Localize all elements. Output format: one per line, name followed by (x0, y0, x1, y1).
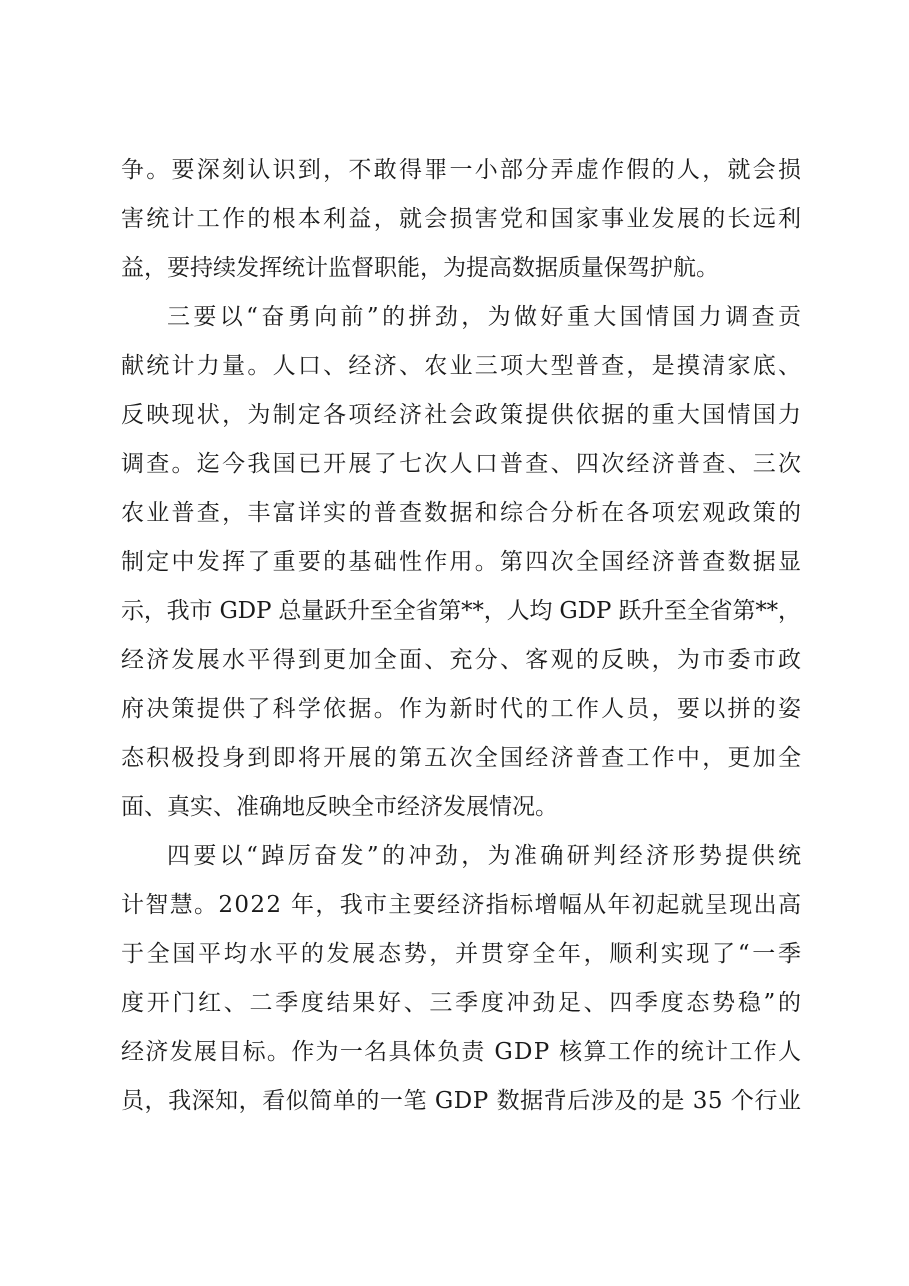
text-line-content: 害统计工作的根本利益，就会损害党和国家事业发展的长远利 (121, 206, 804, 232)
text-line (121, 154, 804, 203)
text-line-content: 度开门红、二季度结果好、三季度冲劲足、四季度态势稳”的 (121, 990, 804, 1016)
text-line-content: 益，要持续发挥统计监督职能，为提高数据质量保驾护航。 (121, 255, 719, 281)
text-line (121, 203, 804, 252)
text-line (121, 497, 804, 546)
text-line-content: 于全国平均水平的发展态势，并贯穿全年，顺利实现了“一季 (121, 941, 804, 967)
text-line (121, 791, 801, 840)
text-line-content: 面、真实、准确地反映全市经济发展情况。 (121, 794, 558, 820)
text-line-content: 计智慧。2022 年，我市主要经济指标增幅从年初起就呈现出高 (121, 892, 803, 918)
text-line-content: 示，我市 GDP 总量跃升至全省第**，人均 GDP 跃升至全省第**， (121, 598, 801, 624)
text-line (121, 987, 804, 1036)
text-line-content: 三要以“奋勇向前”的拼劲，为做好重大国情国力调查贡 (167, 304, 805, 330)
text-line (121, 889, 801, 938)
text-line (121, 546, 804, 595)
text-line (121, 399, 804, 448)
text-line (121, 1036, 801, 1085)
text-line-content: 献统计力量。人口、经济、农业三项大型普查，是摸清家底、 (121, 353, 804, 379)
text-line-content: 态积极投身到即将开展的第五次全国经济普查工作中，更加全 (121, 745, 804, 771)
text-line (121, 595, 801, 644)
text-line-content: 经济发展目标。作为一名具体负责 GDP 核算工作的统计工作人 (121, 1039, 803, 1065)
text-line (121, 693, 804, 742)
text-line-content: 调查。迄今我国已开展了七次人口普查、四次经济普查、三次 (121, 451, 804, 477)
text-line (121, 350, 804, 399)
text-line (121, 840, 805, 889)
text-line (121, 252, 801, 301)
text-line-content: 农业普查，丰富详实的普查数据和综合分析在各项宏观政策的 (121, 500, 804, 526)
text-line-content: 员，我深知，看似简单的一笔 GDP 数据背后涉及的是 35 个行业 (121, 1088, 802, 1114)
document-body-text (121, 154, 805, 1134)
text-line (121, 448, 804, 497)
text-line-content: 争。要深刻认识到，不敢得罪一小部分弄虚作假的人，就会损 (121, 157, 804, 183)
text-line (121, 644, 804, 693)
text-line-content: 府决策提供了科学依据。作为新时代的工作人员，要以拼的姿 (121, 696, 804, 722)
text-line-content: 四要以“踔厉奋发”的冲劲，为准确研判经济形势提供统 (167, 843, 805, 869)
text-line (121, 301, 805, 350)
text-line-content: 经济发展水平得到更加全面、充分、客观的反映，为市委市政 (121, 647, 804, 673)
text-line-content: 反映现状，为制定各项经济社会政策提供依据的重大国情国力 (121, 402, 804, 428)
text-line (121, 742, 804, 791)
text-line (121, 938, 804, 987)
text-line (121, 1085, 801, 1134)
text-line-content: 制定中发挥了重要的基础性作用。第四次全国经济普查数据显 (121, 549, 804, 575)
